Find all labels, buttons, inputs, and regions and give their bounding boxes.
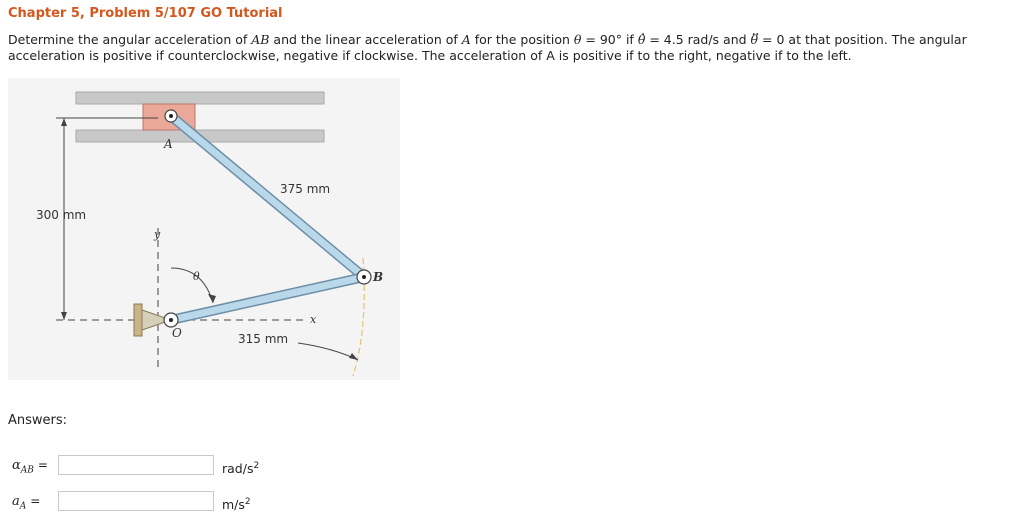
link-name: AB	[251, 32, 270, 47]
label-b: B	[373, 270, 384, 284]
dim-300-label: 300 mm	[36, 208, 87, 222]
problem-text-2: and the linear acceleration of	[269, 32, 462, 47]
dimension-arrow-bottom	[61, 312, 67, 320]
a-a-label	[12, 494, 60, 512]
mechanism-figure	[8, 78, 400, 380]
a-a-unit	[222, 497, 251, 512]
alpha-unit-exp: 2	[253, 461, 260, 471]
alpha-unit-text: rad/s	[222, 461, 254, 477]
theta-condition: = 90° if	[581, 32, 638, 47]
label-x: x	[310, 313, 317, 326]
answer-row-alpha-ab	[8, 455, 408, 479]
pin-b-center	[362, 275, 366, 279]
pin-o-center	[169, 318, 173, 322]
link-ob	[171, 277, 364, 320]
alpha-subscript: AB	[20, 465, 34, 476]
dimension-arrow-top	[61, 118, 67, 126]
alpha-ab-label	[12, 458, 60, 476]
alpha-symbol: α	[12, 458, 21, 473]
alpha-equals: =	[37, 458, 48, 472]
alpha-ab-unit	[222, 461, 259, 476]
mechanism-diagram	[8, 78, 400, 380]
dim-375-label: 375 mm	[280, 182, 331, 196]
accel-unit-text: m/s	[222, 497, 245, 513]
label-a: A	[164, 137, 173, 151]
accel-subscript: A	[19, 501, 27, 512]
pin-a-center	[169, 114, 173, 118]
problem-statement	[8, 32, 1014, 64]
answers-heading: Answers:	[8, 413, 68, 428]
label-y: y	[154, 228, 161, 241]
problem-title: Chapter 5, Problem 5/107 GO Tutorial	[8, 6, 283, 21]
upper-rail	[76, 92, 324, 104]
dim-315-arrow	[349, 353, 358, 360]
a-a-input[interactable]	[58, 491, 214, 511]
theta-arrow	[208, 294, 216, 303]
accel-unit-exp: 2	[244, 497, 251, 507]
point-name: A	[461, 32, 471, 47]
answer-row-a-a	[8, 491, 408, 515]
problem-text-1: Determine the angular acceleration of	[8, 32, 252, 47]
wall-support	[134, 304, 142, 336]
theta-dot-symbol: . θ	[638, 32, 646, 48]
label-theta: θ	[193, 270, 200, 283]
theta-ddot-symbol: .. θ	[751, 32, 759, 48]
theta-arc	[171, 268, 213, 303]
alpha-ab-input[interactable]	[58, 455, 214, 475]
dim-315-leader	[298, 343, 358, 360]
accel-symbol: a	[12, 494, 20, 509]
problem-text-3: for the position	[470, 32, 574, 47]
theta-symbol: θ	[573, 32, 582, 47]
dim-315-label: 315 mm	[238, 332, 289, 346]
theta-dot-condition: = 4.5 rad/s and	[645, 32, 751, 47]
label-o: O	[172, 326, 182, 340]
theta-ddot-condition: = 0 at that position. The angular acceleration is positive if counterclockwise, negative if clockwise. The acceleration of A is positive if to the right, negative if to the left.	[8, 32, 967, 63]
accel-equals: =	[30, 494, 41, 508]
